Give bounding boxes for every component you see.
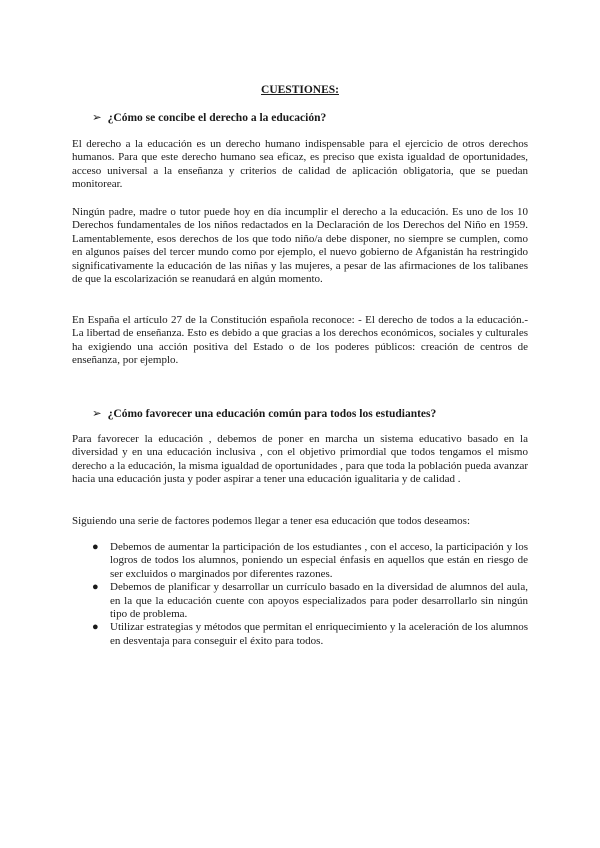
paragraph: Siguiendo una serie de factores podemos llegar a tener esa educación que todos deseamos: xyxy=(72,515,470,527)
paragraph: Para favorecer la educación , debemos de poner en marcha un sistema educativo basado en la diversidad y en una educación inclusiva , con el objetivo primordial que todos tengamos el mismo derecho a la educación, la misma igualdad de oportunidades , para que toda la población pueda avanzar hacia una educación justa y poder aspirar a tener una educación igualitaria y de calidad . xyxy=(72,433,528,486)
question-1 xyxy=(92,112,326,125)
factors-list xyxy=(92,541,528,648)
bullet-dot-icon: ● xyxy=(92,581,99,594)
arrow-bullet-icon: ➢ xyxy=(92,112,102,124)
paragraph: El derecho a la educación es un derecho humano indispensable para el ejercicio de otros derechos humanos. Para que este derecho humano sea eficaz, es preciso que exista igualdad de oportunidades, acceso universal a la enseñanza y criterios de calidad de aplicación obligatoria, que se puedan monitorear. xyxy=(72,138,528,191)
question-2 xyxy=(92,408,436,421)
list-item xyxy=(92,541,528,581)
bullet-dot-icon: ● xyxy=(92,541,99,553)
paragraph: Ningún padre, madre o tutor puede hoy en día incumplir el derecho a la educación. Es uno de los 10 Derechos fundamentales de los niños redactados en la Declaración de los Derechos del Niño en 1959. Lamentablemente, esos derechos de los que todo niño/a debe disponer, no siempre se cumplen, como en algunos países del tercer mundo como por ejemplo, el nuevo gobierno de Afganistán ha restringido significativamente la educación de las niñas y las mujeres, a pesar de las afirmaciones de los talibanes de que la escolarización se reanudará en algún momento. xyxy=(72,206,528,286)
question-1-text: ¿Cómo se concibe el derecho a la educación? xyxy=(107,112,327,124)
paragraph: En España el artículo 27 de la Constitución española reconoce: - El derecho de todos a la educación.- La libertad de enseñanza. Esto es debido a que gracias a los derechos económicos, sociales y culturales ha exigiendo una acción positiva del Estado o de los poderes públicos: creación de centros de enseñanza, por ejemplo. xyxy=(72,314,528,367)
question-2-text: ¿Cómo favorecer una educación común para todos los estudiantes? xyxy=(107,408,437,420)
bullet-dot-icon: ● xyxy=(92,621,99,634)
list-item-text: Utilizar estrategias y métodos que permitan el enriquecimiento y la aceleración de los alumnos en desventaja para conseguir el éxito para todos. xyxy=(110,621,528,647)
list-item xyxy=(92,581,528,621)
list-item-text: Debemos de aumentar la participación de los estudiantes , con el acceso, la participación y los logros de todos los alumnos, poniendo un especial énfasis en aquellos que están en riesgo de ser excluidos o marginados por diferentes razones. xyxy=(110,541,528,580)
list-item xyxy=(92,621,528,648)
list-item-text: Debemos de planificar y desarrollar un currículo basado en la diversidad de alumnos del aula, en la que la educación cuente con apoyos especializados para poder desarrollarlo sin ningún tipo de problema. xyxy=(110,581,528,621)
arrow-bullet-icon: ➢ xyxy=(92,408,102,420)
page-title: CUESTIONES: xyxy=(261,84,339,96)
